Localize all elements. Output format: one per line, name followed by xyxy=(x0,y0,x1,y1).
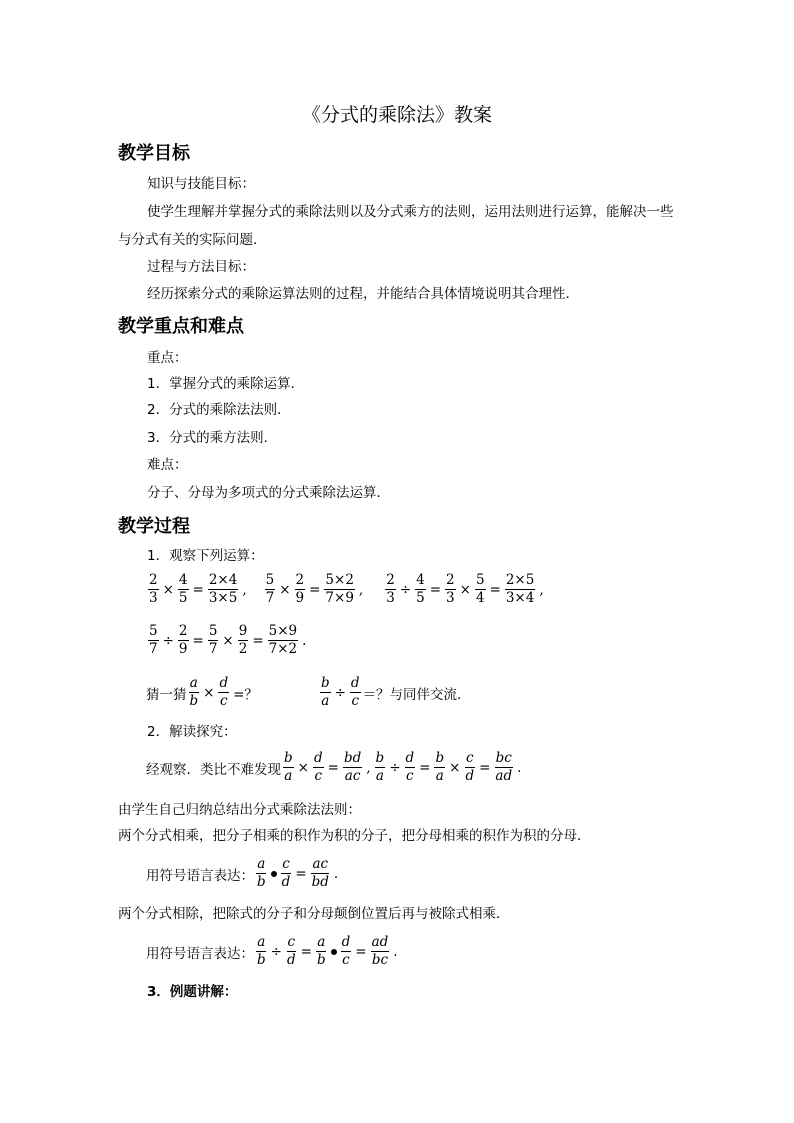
heading-key-points: 教学重点和难点 xyxy=(118,316,244,337)
multiply-dot-icon xyxy=(271,871,277,877)
fraction: $\frac{a}{b}$ xyxy=(316,934,326,968)
fraction: $\frac{2}{3}$ xyxy=(149,572,158,606)
guess-suffix: ＝？与同伴交流． xyxy=(362,686,471,703)
process-goal-text: 经历探索分式的乘除运算法则的过程，并能结合具体情境说明其合理性. xyxy=(147,286,570,302)
symbol-label: 用符号语言表达： xyxy=(146,945,254,962)
fraction: $\frac{5}{7}$ xyxy=(149,623,158,657)
fraction: $\frac{5\times 2}{7\times 9}$ xyxy=(325,572,354,606)
guess-row: 猜一猜 $\frac{a}{b}$ × $\frac{d}{c}$ =？ $\frac{b}{a}$ ÷ $\frac{d}{c}$ ＝？与同伴交流． xyxy=(146,675,471,709)
observe-row: 经观察．类比不难发现 $\frac{b}{a}$ × $\frac{d}{c}$ = $\frac{bd}{ac}$ , $\frac{b}{a}$ ÷ $\frac{d}{c}$ = $\frac{b}{a}$ × $\frac{c}{d}$ = $\frac{bc}{ad}$ . xyxy=(146,750,522,784)
difficulty-text: 分子、分母为多项式的分式乘除法运算． xyxy=(147,485,390,501)
fraction: $\frac{bd}{ac}$ xyxy=(343,750,362,784)
fraction: $\frac{bc}{ad}$ xyxy=(495,750,513,784)
fraction: $\frac{b}{a}$ xyxy=(435,750,445,784)
fraction: $\frac{c}{d}$ xyxy=(286,934,296,968)
fraction: $\frac{ad}{bc}$ xyxy=(371,934,389,968)
symbol-row-multiply: 用符号语言表达： $\frac{a}{b}$ $\frac{c}{d}$ = $\frac{ac}{bd}$ . xyxy=(146,856,339,890)
multiply-dot-icon xyxy=(331,949,337,955)
fraction: $\frac{5}{4}$ xyxy=(475,572,485,606)
fraction: $\frac{a}{b}$ xyxy=(257,856,266,890)
difficulty-label: 难点： xyxy=(147,457,188,473)
fraction: $\frac{5\times 9}{7\times 2}$ xyxy=(268,623,298,657)
multiplication-rule: 两个分式相乘，把分子相乘的积作为积的分子，把分母相乘的积作为积的分母． xyxy=(118,828,591,844)
fraction: $\frac{2}{3}$ xyxy=(446,572,455,606)
fraction: $\frac{b}{a}$ xyxy=(375,750,385,784)
fraction: $\frac{a}{b}$ xyxy=(257,934,266,968)
fraction: $\frac{5}{7}$ xyxy=(265,572,275,606)
fraction: $\frac{c}{d}$ xyxy=(281,856,291,890)
key-item: 3．分式的乘方法则. xyxy=(147,430,268,446)
step1-label: 1．观察下列运算： xyxy=(147,548,264,564)
fraction: $\frac{9}{2}$ xyxy=(238,623,248,657)
step3-label: 3．例题讲解： xyxy=(147,984,238,1000)
fraction: $\frac{c}{d}$ xyxy=(465,750,475,784)
fraction: $\frac{a}{b}$ xyxy=(189,675,199,709)
formula-row-1: $\frac{2}{3}$ × $\frac{4}{5}$ = $\frac{2\times 4}{3\times 5}$ , $\frac{5}{7}$ × $\frac{2}{9}$ = $\frac{5\times 2}{7\times 9}$ , $\frac{2}{3}$ ÷ $\frac{4}{5}$ = $\frac{2}{3}$ × $\frac{5}{4}$ = $\frac{2\times 5}{3\times 4}$ , xyxy=(149,572,544,606)
fraction: $\frac{2\times 4}{3\times 5}$ xyxy=(208,572,238,606)
step2-label: 2．解读探究： xyxy=(147,724,237,740)
fraction: $\frac{5}{7}$ xyxy=(208,623,218,657)
heading-goals: 教学目标 xyxy=(118,143,190,164)
fraction: $\frac{ac}{bd}$ xyxy=(311,856,329,890)
knowledge-label: 知识与技能目标： xyxy=(147,176,255,192)
document-title: 《分式的乘除法》教案 xyxy=(301,104,492,126)
fraction: $\frac{2}{9}$ xyxy=(295,572,305,606)
fraction: $\frac{4}{5}$ xyxy=(416,572,425,606)
key-item: 2．分式的乘除法法则． xyxy=(147,402,291,418)
process-goal-label: 过程与方法目标： xyxy=(147,259,255,275)
guess-prefix: 猜一猜 xyxy=(146,686,187,703)
fraction: $\frac{d}{c}$ xyxy=(341,934,351,968)
fraction: $\frac{d}{c}$ xyxy=(219,675,229,709)
fraction: $\frac{4}{5}$ xyxy=(178,572,188,606)
formula-row-2: $\frac{5}{7}$ ÷ $\frac{2}{9}$ = $\frac{5}{7}$ × $\frac{9}{2}$ = $\frac{5\times 9}{7\times 2}$ . xyxy=(149,623,307,657)
fraction: $\frac{d}{c}$ xyxy=(350,675,360,709)
fraction: $\frac{2}{3}$ xyxy=(386,572,395,606)
fraction: $\frac{2\times 5}{3\times 4}$ xyxy=(505,572,535,606)
fraction: $\frac{d}{c}$ xyxy=(313,750,323,784)
observe-prefix: 经观察．类比不难发现 xyxy=(146,761,281,778)
key-label: 重点： xyxy=(147,350,188,366)
symbol-row-divide: 用符号语言表达： $\frac{a}{b}$ ÷ $\frac{c}{d}$ = $\frac{a}{b}$ $\frac{d}{c}$ = $\frac{ad}{bc}$ . xyxy=(146,934,398,968)
symbol-label: 用符号语言表达： xyxy=(146,867,254,884)
heading-process: 教学过程 xyxy=(118,516,190,537)
fraction: $\frac{2}{9}$ xyxy=(178,623,188,657)
division-rule: 两个分式相除，把除式的分子和分母颠倒位置后再与被除式相乘． xyxy=(118,906,510,922)
summary-label: 由学生自己归纳总结出分式乘除法法则： xyxy=(118,802,361,818)
knowledge-text: 使学生理解并掌握分式的乘除法则以及分式乘方的法则，运用法则进行运算，能解决一些与分式有关的实际问题． xyxy=(118,204,674,248)
fraction: $\frac{d}{c}$ xyxy=(405,750,415,784)
fraction: $\frac{b}{a}$ xyxy=(284,750,293,784)
fraction: $\frac{b}{a}$ xyxy=(320,675,330,709)
key-item: 1．掌握分式的乘除运算． xyxy=(147,376,305,392)
